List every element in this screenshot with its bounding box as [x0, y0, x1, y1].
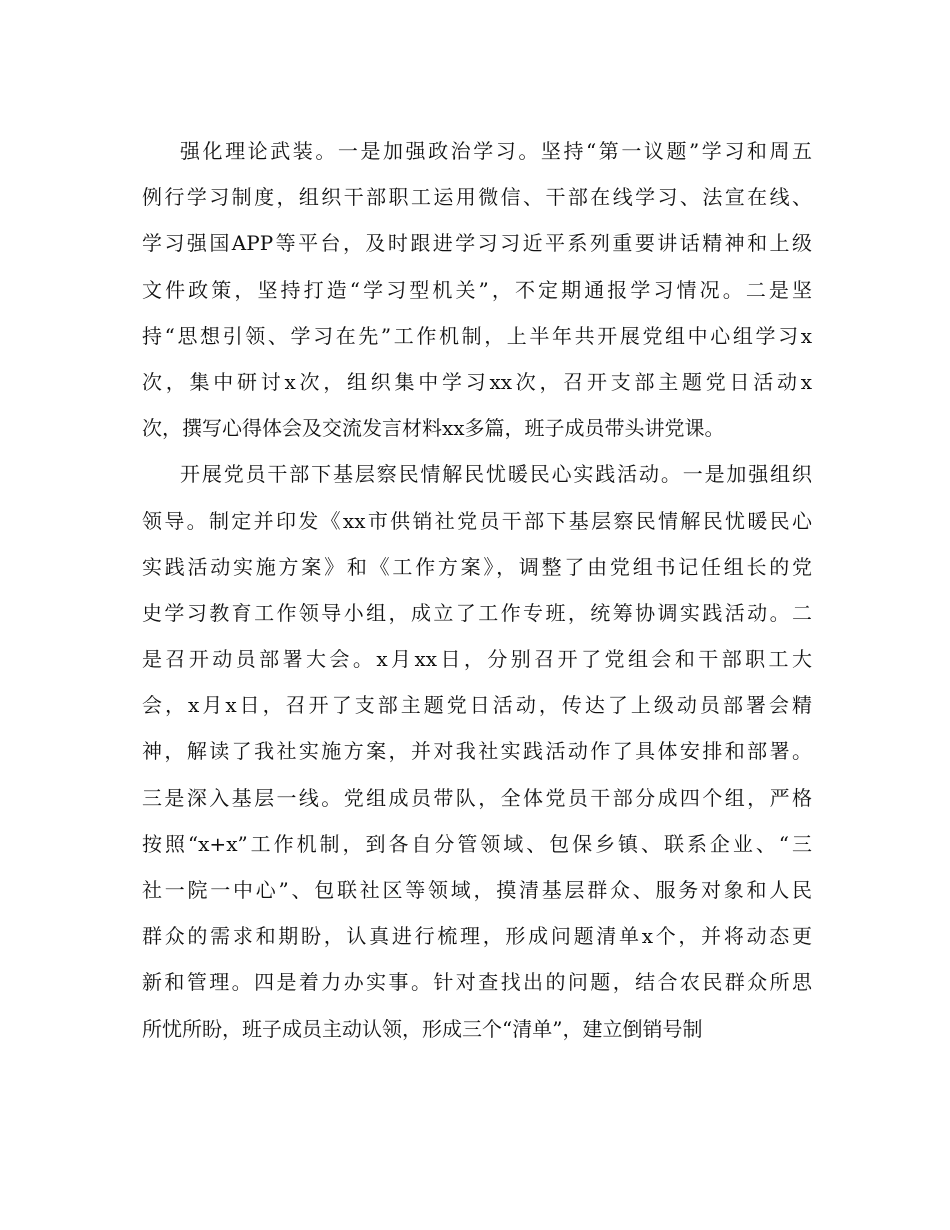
document-body: [142, 128, 812, 1052]
text-line: 强化理论武装。一是加强政治学习。坚持“第一议题”学习和周五: [180, 139, 812, 163]
text-line: 神，解读了我社实施方案，并对我社实践活动作了具体安排和部署。: [142, 739, 812, 764]
text-line: 是召开动员部署大会。x月xx日，分别召开了党组会和干部职工大: [142, 647, 812, 672]
paragraph-theory: [142, 128, 812, 451]
text-line: 例行学习制度，组织干部职工运用微信、干部在线学习、法宣在线、: [142, 185, 812, 210]
text-line: 按照“x+x”工作机制，到各自分管领域、包保乡镇、联系企业、“三: [142, 831, 812, 856]
text-line: 所忧所盼，班子成员主动认领，形成三个“清单”，建立倒销号制: [142, 1016, 703, 1041]
text-line: 会，x月x日，召开了支部主题党日活动，传达了上级动员部署会精: [142, 693, 812, 718]
text-line: 文件政策，坚持打造“学习型机关”，不定期通报学习情况。二是坚: [142, 277, 812, 302]
text-line: 社一院一中心”、包联社区等领域，摸清基层群众、服务对象和人民: [142, 878, 812, 902]
text-line: 群众的需求和期盼，认真进行梳理，形成问题清单x个，并将动态更: [142, 924, 812, 949]
text-line: 实践活动实施方案》和《工作方案》，调整了由党组书记任组长的党: [142, 554, 812, 579]
text-line: 开展党员干部下基层察民情解民忧暖民心实践活动。一是加强组织: [180, 462, 812, 487]
text-line: 领导。制定并印发《xx市供销社党员干部下基层察民情解民忧暖民心: [142, 508, 812, 533]
paragraph-practice: [142, 451, 812, 1051]
text-line: 学习强国APP等平台，及时跟进学习习近平系列重要讲话精神和上级: [142, 231, 812, 256]
text-line: 次，集中研讨x次，组织集中学习xx次，召开支部主题党日活动x: [142, 369, 812, 394]
text-line: 次，撰写心得体会及交流发言材料xx多篇，班子成员带头讲党课。: [142, 416, 725, 441]
text-line: 三是深入基层一线。党组成员带队，全体党员干部分成四个组，严格: [142, 785, 812, 810]
text-line: 新和管理。四是着力办实事。针对查找出的问题，结合农民群众所思: [142, 970, 812, 995]
text-line: 史学习教育工作领导小组，成立了工作专班，统筹协调实践活动。二: [142, 600, 812, 625]
text-line: 持“思想引领、学习在先”工作机制，上半年共开展党组中心组学习x: [142, 323, 812, 348]
